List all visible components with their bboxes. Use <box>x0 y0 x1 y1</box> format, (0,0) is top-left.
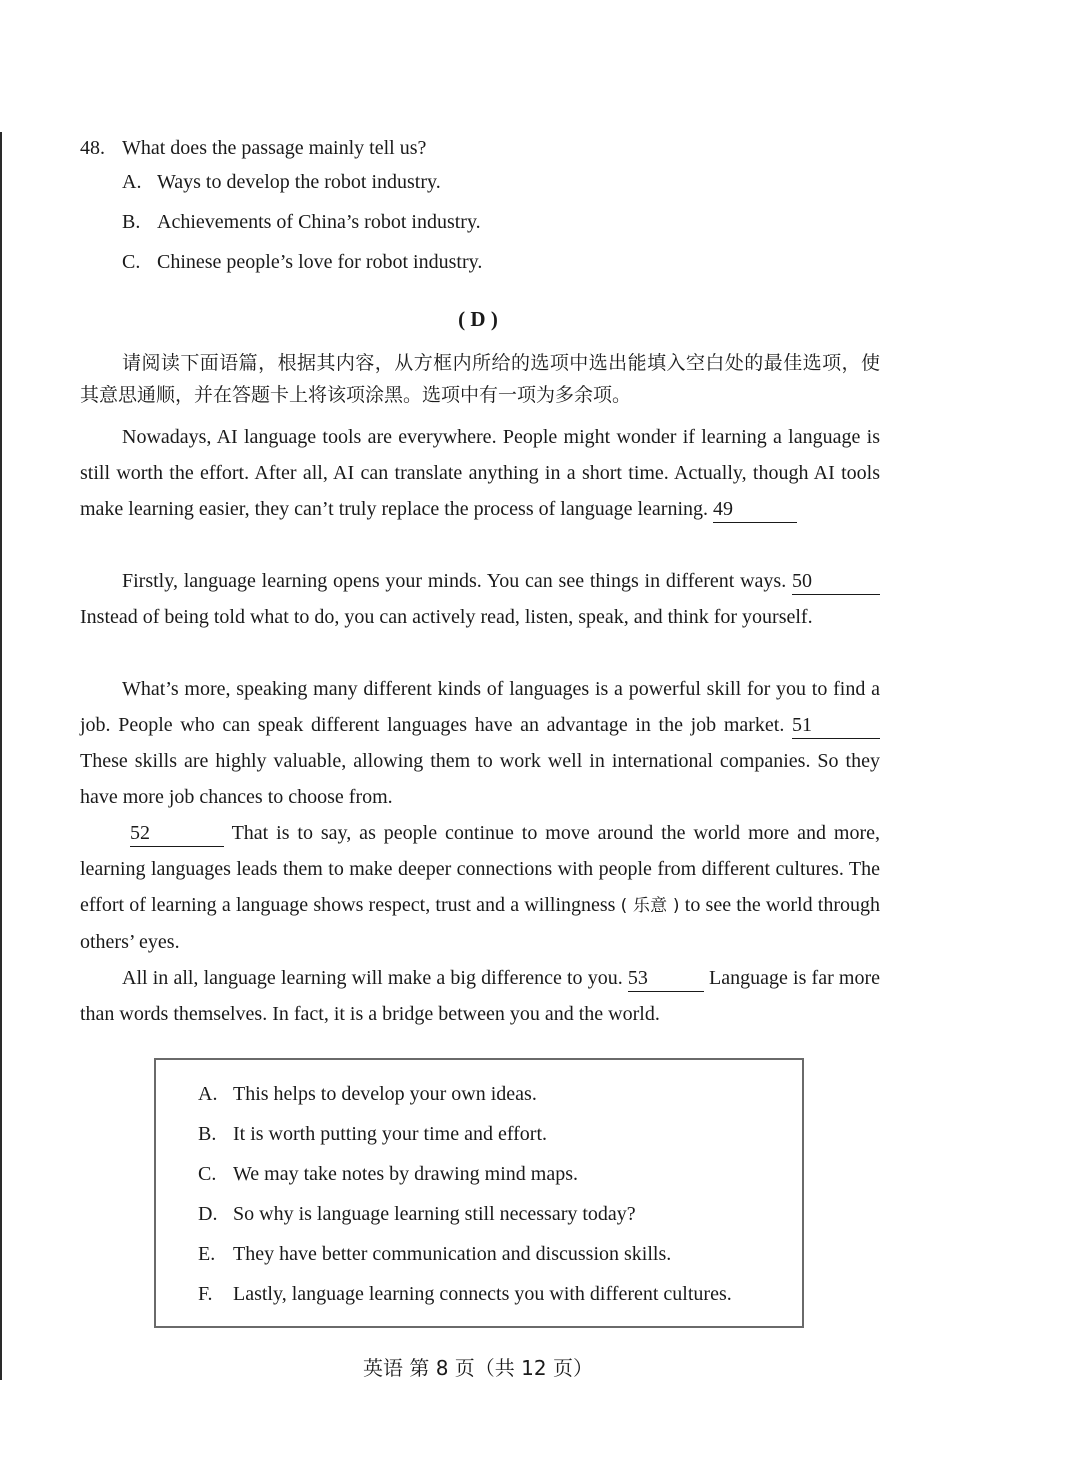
option-text: Chinese people’s love for robot industry. <box>157 251 483 273</box>
paragraph-text: That is to say, as people continue to move around the world more and more, learning languages leads them to make deeper connections with people from different cultures. The effort of learning a language shows respect, trust and a willingness <box>80 822 880 916</box>
page-footer: 英语 第 8 页（共 12 页） <box>363 1356 593 1380</box>
blank-49: 49 <box>713 496 797 523</box>
paragraph-text: Instead of being told what to do, you can actively read, listen, speak, and think for yourself. <box>80 606 813 628</box>
chinese-gloss: ( 乐意 ) <box>620 896 680 916</box>
paragraph-text: Nowadays, AI language tools are everywhere. People might wonder if learning a language is still worth the effort. After all, AI can translate anything in a short time. Actually, though AI tools make learning easier, they can’t truly replace the process of language learning. <box>80 426 880 520</box>
paragraph-text: These skills are highly valuable, allowing them to work well in international companies. So they have more job chances to choose from. <box>80 750 880 808</box>
paragraph-text: What’s more, speaking many different kinds of languages is a powerful skill for you to find a job. People who can speak different languages have an advantage in the job market. <box>80 678 880 736</box>
question-48-option-b <box>122 208 481 236</box>
paragraph-text: All in all, language learning will make a big difference to you. <box>122 967 628 989</box>
passage-paragraph-4 <box>80 815 880 960</box>
choice-e <box>198 1240 671 1268</box>
paragraph-text: Language is far more than words themselves. In fact, it is a bridge between you and the world. <box>80 967 881 1025</box>
question-text: What does the passage mainly tell us? <box>122 137 427 159</box>
paragraph-text: to see the world through others’ eyes. <box>80 894 881 953</box>
choice-text: They have better communication and discussion skills. <box>233 1243 672 1265</box>
blank-50: 50 <box>792 568 880 595</box>
choice-letter: E. <box>198 1243 216 1265</box>
choice-text: This helps to develop your own ideas. <box>233 1083 537 1105</box>
choice-c <box>198 1160 578 1188</box>
choice-text: It is worth putting your time and effort. <box>233 1123 548 1145</box>
choice-letter: C. <box>198 1163 217 1185</box>
choice-letter: A. <box>198 1083 218 1105</box>
choice-a <box>198 1080 537 1108</box>
blank-51: 51 <box>792 712 880 739</box>
option-letter: C. <box>122 251 141 273</box>
passage-paragraph-2 <box>80 563 880 635</box>
options-box <box>154 1058 804 1328</box>
blank-52: 52 <box>130 820 224 847</box>
choice-f <box>198 1280 732 1308</box>
blank-53: 53 <box>628 965 704 992</box>
paragraph-text: Firstly, language learning opens your minds. You can see things in different ways. <box>122 570 792 592</box>
section-directions: 请阅读下面语篇，根据其内容，从方框内所给的选项中选出能填入空白处的最佳选项，使其意思通顺，并在答题卡上将该项涂黑。选项中有一项为多余项。 <box>80 352 880 406</box>
choice-text: So why is language learning still necessary today? <box>233 1203 636 1225</box>
passage-paragraph-5 <box>80 960 880 1032</box>
option-letter: A. <box>122 171 142 193</box>
choice-d <box>198 1200 636 1228</box>
question-48-option-a <box>122 168 441 196</box>
choice-b <box>198 1120 547 1148</box>
passage-paragraph-1 <box>80 419 880 527</box>
passage-paragraph-3 <box>80 671 880 815</box>
section-title: ( D ) <box>458 307 498 331</box>
choice-letter: B. <box>198 1123 217 1145</box>
option-text: Achievements of China’s robot industry. <box>157 211 481 233</box>
option-text: Ways to develop the robot industry. <box>157 171 441 193</box>
question-number: 48. <box>80 137 105 159</box>
choice-text: Lastly, language learning connects you with different cultures. <box>233 1283 732 1305</box>
choice-letter: D. <box>198 1203 218 1225</box>
question-48-option-c <box>122 248 482 276</box>
question-48-stem <box>80 134 426 162</box>
choice-text: We may take notes by drawing mind maps. <box>233 1163 578 1185</box>
option-letter: B. <box>122 211 141 233</box>
choice-letter: F. <box>198 1283 213 1305</box>
